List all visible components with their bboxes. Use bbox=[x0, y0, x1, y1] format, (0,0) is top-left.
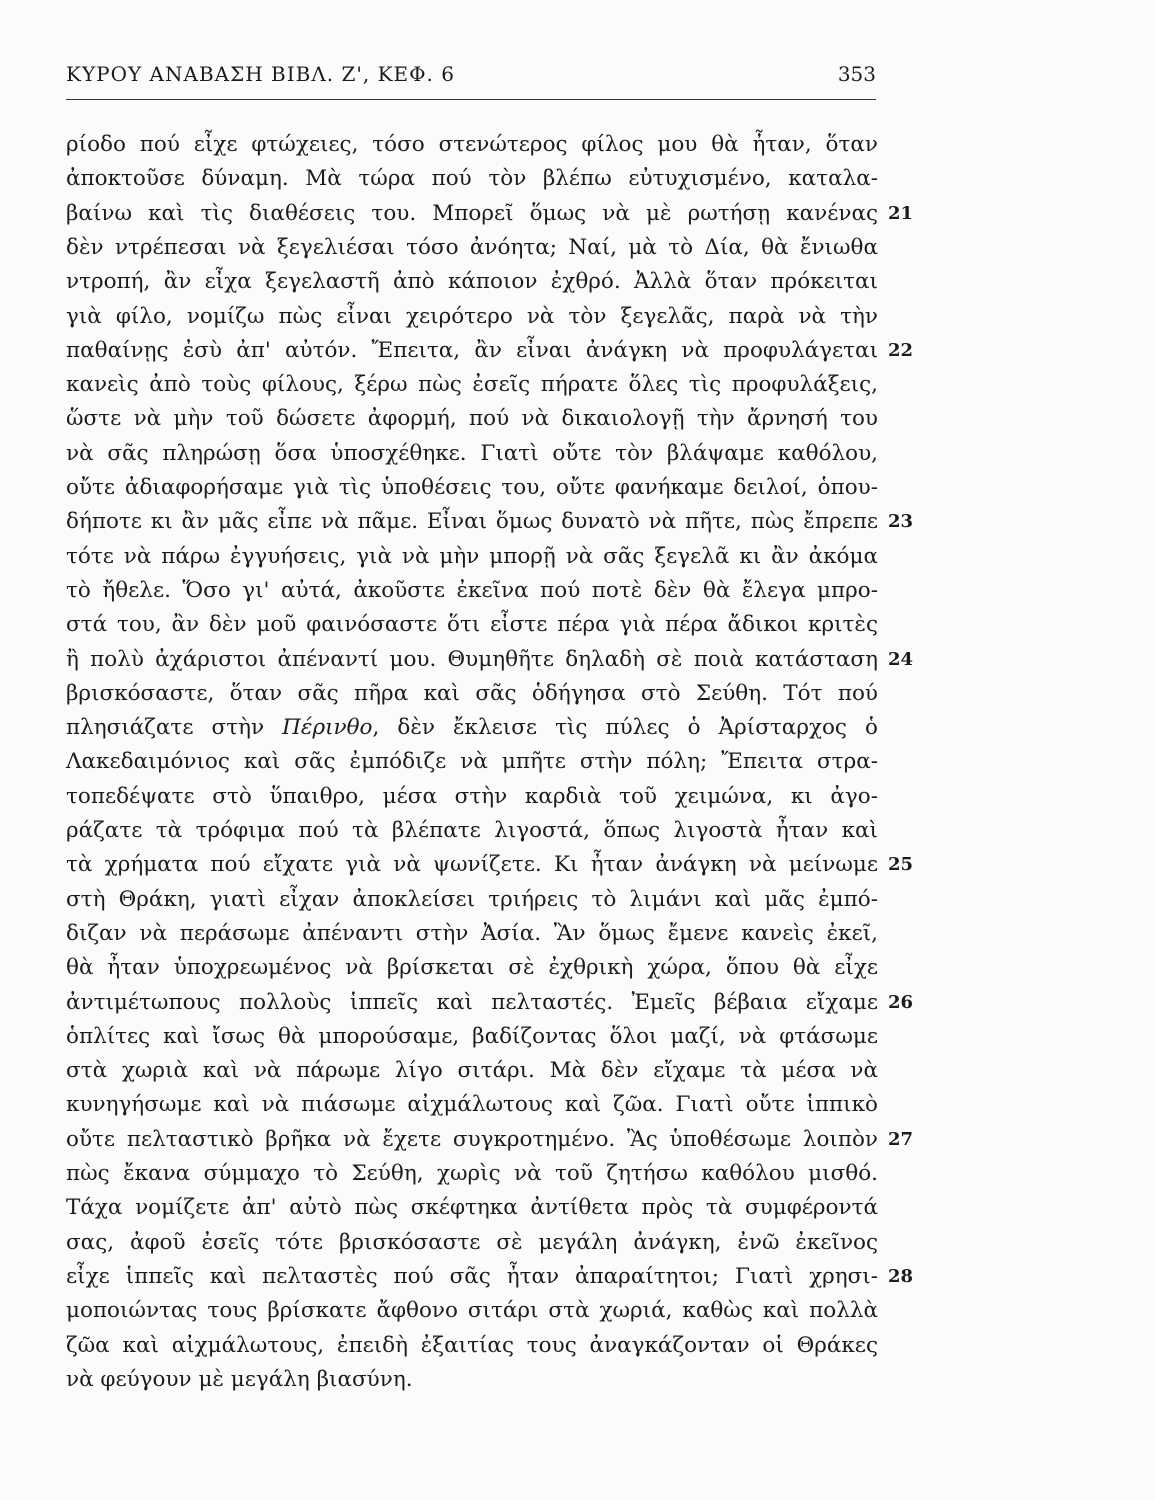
text-line bbox=[66, 1157, 878, 1191]
line-text: οὔτε πελταστικὸ βρῆκα νὰ ἔχετε συγκροτημένο. Ἂς ὑποθέσωμε λοιπὸν bbox=[66, 1126, 878, 1152]
line-text: δὲν ντρέπεσαι νὰ ξεγελιέσαι τόσο ἀνόητα; Ναί, μὰ τὸ Δία, θὰ ἔνιωθα bbox=[66, 234, 878, 260]
text-line bbox=[66, 848, 914, 882]
text-line bbox=[66, 437, 878, 471]
section-number: 26 bbox=[888, 991, 914, 1013]
section-number: 21 bbox=[888, 202, 914, 224]
section-number: 23 bbox=[888, 511, 914, 533]
line-text: τότε νὰ πάρω ἐγγυήσεις, γιὰ νὰ μὴν μπορῇ νὰ σᾶς ξεγελᾶ κι ἂν ἀκόμα bbox=[66, 543, 878, 569]
section-number: 25 bbox=[888, 854, 914, 876]
line-text: βαίνω καὶ τὶς διαθέσεις του. Μπορεῖ ὅμως νὰ μὲ ρωτήσῃ κανένας bbox=[66, 200, 878, 226]
text-line bbox=[66, 505, 914, 539]
text-line bbox=[66, 814, 878, 848]
line-text: ἀντιμέτωπους πολλοὺς ἱππεῖς καὶ πελταστές. Ἐμεῖς βέβαια εἴχαμε bbox=[66, 989, 878, 1015]
text-line bbox=[66, 1260, 914, 1294]
line-text: δήποτε κι ἂν μᾶς εἶπε νὰ πᾶμε. Εἶναι ὅμως δυνατὸ νὰ πῆτε, πὼς ἔπρεπε bbox=[66, 509, 878, 535]
line-text: ρίοδο πού εἶχε φτώχειες, τόσο στενώτερος φίλος μου θὰ ἦταν, ὅταν bbox=[66, 132, 878, 157]
text-line bbox=[66, 1088, 878, 1122]
line-text: ντροπή, ἂν εἶχα ξεγελαστῆ ἀπὸ κάποιον ἐχθρό. Ἀλλὰ ὅταν πρόκειται bbox=[66, 269, 878, 295]
text-line bbox=[66, 883, 878, 917]
line-text: Τάχα νομίζετε ἀπ' αὐτὸ πὼς σκέφτηκα ἀντίθετα πρὸς τὰ συμφέροντά bbox=[66, 1195, 878, 1221]
line-text: κανεὶς ἀπὸ τοὺς φίλους, ξέρω πὼς ἐσεῖς πήρατε ὅλες τὶς προφυλάξεις, bbox=[66, 372, 878, 398]
text-line bbox=[66, 265, 878, 299]
line-text: ζῶα καὶ αἰχμάλωτους, ἐπειδὴ ἐξαιτίας τους ἀναγκάζονταν οἱ Θράκες bbox=[66, 1332, 878, 1358]
line-text: ἀποκτοῦσε δύναμη. Μὰ τώρα πού τὸν βλέπω εὐτυχισμένο, καταλα- bbox=[66, 166, 878, 192]
place-name-perinthos: Πέρινθο bbox=[282, 715, 373, 741]
line-text: ράζατε τὰ τρόφιμα πού τὰ βλέπατε λιγοστά, ὅπως λιγοστὰ ἦταν καὶ bbox=[66, 818, 878, 843]
text-line bbox=[66, 1329, 878, 1363]
line-text: στά του, ἂν δὲν μοῦ φαινόσαστε ὅτι εἶστε πέρα γιὰ πέρα ἄδικοι κριτὲς bbox=[66, 612, 878, 638]
text-line bbox=[66, 917, 878, 951]
text-line bbox=[66, 128, 878, 162]
line-text: σας, ἀφοῦ ἐσεῖς τότε βρισκόσαστε σὲ μεγάλη ἀνάγκη, ἐνῶ ἐκεῖνος bbox=[66, 1229, 878, 1255]
text-line bbox=[66, 1123, 914, 1157]
line-text-part: πλησιάζατε στὴν bbox=[66, 715, 265, 741]
line-text: τοπεδέψατε στὸ ὕπαιθρο, μέσα στὴν καρδιὰ τοῦ χειμώνα, κι ἀγο- bbox=[66, 783, 878, 809]
text-line bbox=[66, 711, 878, 745]
text-line bbox=[66, 1226, 878, 1260]
line-text: τὸ ἤθελε. Ὅσο γι' αὐτά, ἀκοῦστε ἐκεῖνα πού ποτὲ δὲν θὰ ἔλεγα μπρο- bbox=[66, 577, 878, 603]
section-number: 28 bbox=[888, 1265, 914, 1287]
line-text: ὥστε νὰ μὴν τοῦ δώσετε ἀφορμή, πού νὰ δικαιολογῇ τὴν ἄρνησή του bbox=[66, 406, 878, 432]
text-line bbox=[66, 574, 878, 608]
line-text: βρισκόσαστε, ὅταν σᾶς πῆρα καὶ σᾶς ὁδήγησα στὸ Σεύθη. Τότ πού bbox=[66, 680, 878, 706]
line-text: οὔτε ἀδιαφορήσαμε γιὰ τὶς ὑποθέσεις του, οὔτε φανήκαμε δειλοί, ὁπου- bbox=[66, 475, 878, 500]
line-text: γιὰ φίλο, νομίζω πὼς εἶναι χειρότερο νὰ τὸν ξεγελᾶς, παρὰ νὰ τὴν bbox=[66, 303, 878, 329]
text-line bbox=[66, 334, 914, 368]
text-line bbox=[66, 540, 878, 574]
line-text: ἢ πολὺ ἀχάριστοι ἀπέναντί μου. Θυμηθῆτε δηλαδὴ σὲ ποιὰ κατάσταση bbox=[66, 646, 878, 672]
line-text: εἶχε ἱππεῖς καὶ πελταστὲς πού σᾶς ἦταν ἀπαραίτητοι; Γιατὶ χρησι- bbox=[66, 1263, 878, 1289]
line-text: Λακεδαιμόνιος καὶ σᾶς ἐμπόδιζε νὰ μπῆτε στὴν πόλη; Ἔπειτα στρα- bbox=[66, 749, 878, 775]
line-text: ὁπλίτες καὶ ἴσως θὰ μπορούσαμε, βαδίζοντας ὅλοι μαζί, νὰ φτάσωμε bbox=[66, 1023, 878, 1049]
text-line bbox=[66, 780, 878, 814]
text-line bbox=[66, 677, 878, 711]
text-line bbox=[66, 162, 878, 196]
text-line bbox=[66, 1054, 878, 1088]
page-header bbox=[66, 62, 876, 92]
line-text: διζαν νὰ περάσωμε ἀπέναντι στὴν Ἀσία. Ἂν ὅμως ἔμενε κανεὶς ἐκεῖ, bbox=[66, 920, 878, 946]
text-line bbox=[66, 231, 878, 265]
section-number: 24 bbox=[888, 648, 914, 670]
text-line bbox=[66, 1191, 878, 1225]
section-number: 22 bbox=[888, 339, 914, 361]
line-text: στὴ Θράκη, γιατὶ εἶχαν ἀποκλείσει τριήρεις τὸ λιμάνι καὶ μᾶς ἐμπό- bbox=[66, 886, 878, 912]
header-rule bbox=[66, 99, 876, 100]
text-line bbox=[66, 1020, 878, 1054]
text-line bbox=[66, 608, 878, 642]
text-line bbox=[66, 402, 878, 436]
running-title: ΚΥΡΟΥ ΑΝΑΒΑΣΗ ΒΙΒΛ. Ζ', ΚΕΦ. 6 bbox=[66, 62, 455, 86]
text-line bbox=[66, 197, 914, 231]
text-line bbox=[66, 1294, 878, 1328]
line-text: κυνηγήσωμε καὶ νὰ πιάσωμε αἰχμάλωτους καὶ ζῶα. Γιατὶ οὔτε ἱππικὸ bbox=[66, 1092, 878, 1118]
line-text: πὼς ἔκανα σύμμαχο τὸ Σεύθη, χωρὶς νὰ τοῦ ζητήσω καθόλου μισθό. bbox=[66, 1161, 878, 1186]
section-number: 27 bbox=[888, 1128, 914, 1150]
line-text: στὰ χωριὰ καὶ νὰ πάρωμε λίγο σιτάρι. Μὰ δὲν εἴχαμε τὰ μέσα νὰ bbox=[66, 1058, 878, 1084]
text-line bbox=[66, 1363, 878, 1397]
line-text: νὰ φεύγουν μὲ μεγάλη βιασύνη. bbox=[66, 1366, 413, 1392]
line-text-with-place bbox=[66, 711, 878, 745]
line-text: νὰ σᾶς πληρώσῃ ὅσα ὑποσχέθηκε. Γιατὶ οὔτε τὸν βλάψαμε καθόλου, bbox=[66, 440, 878, 466]
text-line bbox=[66, 986, 914, 1020]
text-line bbox=[66, 471, 878, 505]
text-line bbox=[66, 951, 878, 985]
line-text: παθαίνῃς ἐσὺ ἀπ' αὐτόν. Ἔπειτα, ἂν εἶναι ἀνάγκη νὰ προφυλάγεται bbox=[66, 337, 878, 363]
text-line bbox=[66, 745, 878, 779]
page-number: 353 bbox=[837, 62, 876, 86]
line-text: μοποιώντας τους βρίσκατε ἄφθονο σιτάρι στὰ χωριά, καθὼς καὶ πολλὰ bbox=[66, 1298, 878, 1324]
line-text: θὰ ἦταν ὑποχρεωμένος νὰ βρίσκεται σὲ ἐχθρικὴ χώρα, ὅπου θὰ εἶχε bbox=[66, 955, 878, 981]
text-line bbox=[66, 300, 878, 334]
text-line bbox=[66, 368, 878, 402]
line-text-part: , δὲν ἔκλεισε τὶς πύλες ὁ Ἀρίσταρχος ὁ bbox=[372, 715, 878, 741]
line-text: τὰ χρήματα πού εἴχατε γιὰ νὰ ψωνίζετε. Κι ἦταν ἀνάγκη νὰ μείνωμε bbox=[66, 852, 878, 878]
text-line bbox=[66, 643, 914, 677]
